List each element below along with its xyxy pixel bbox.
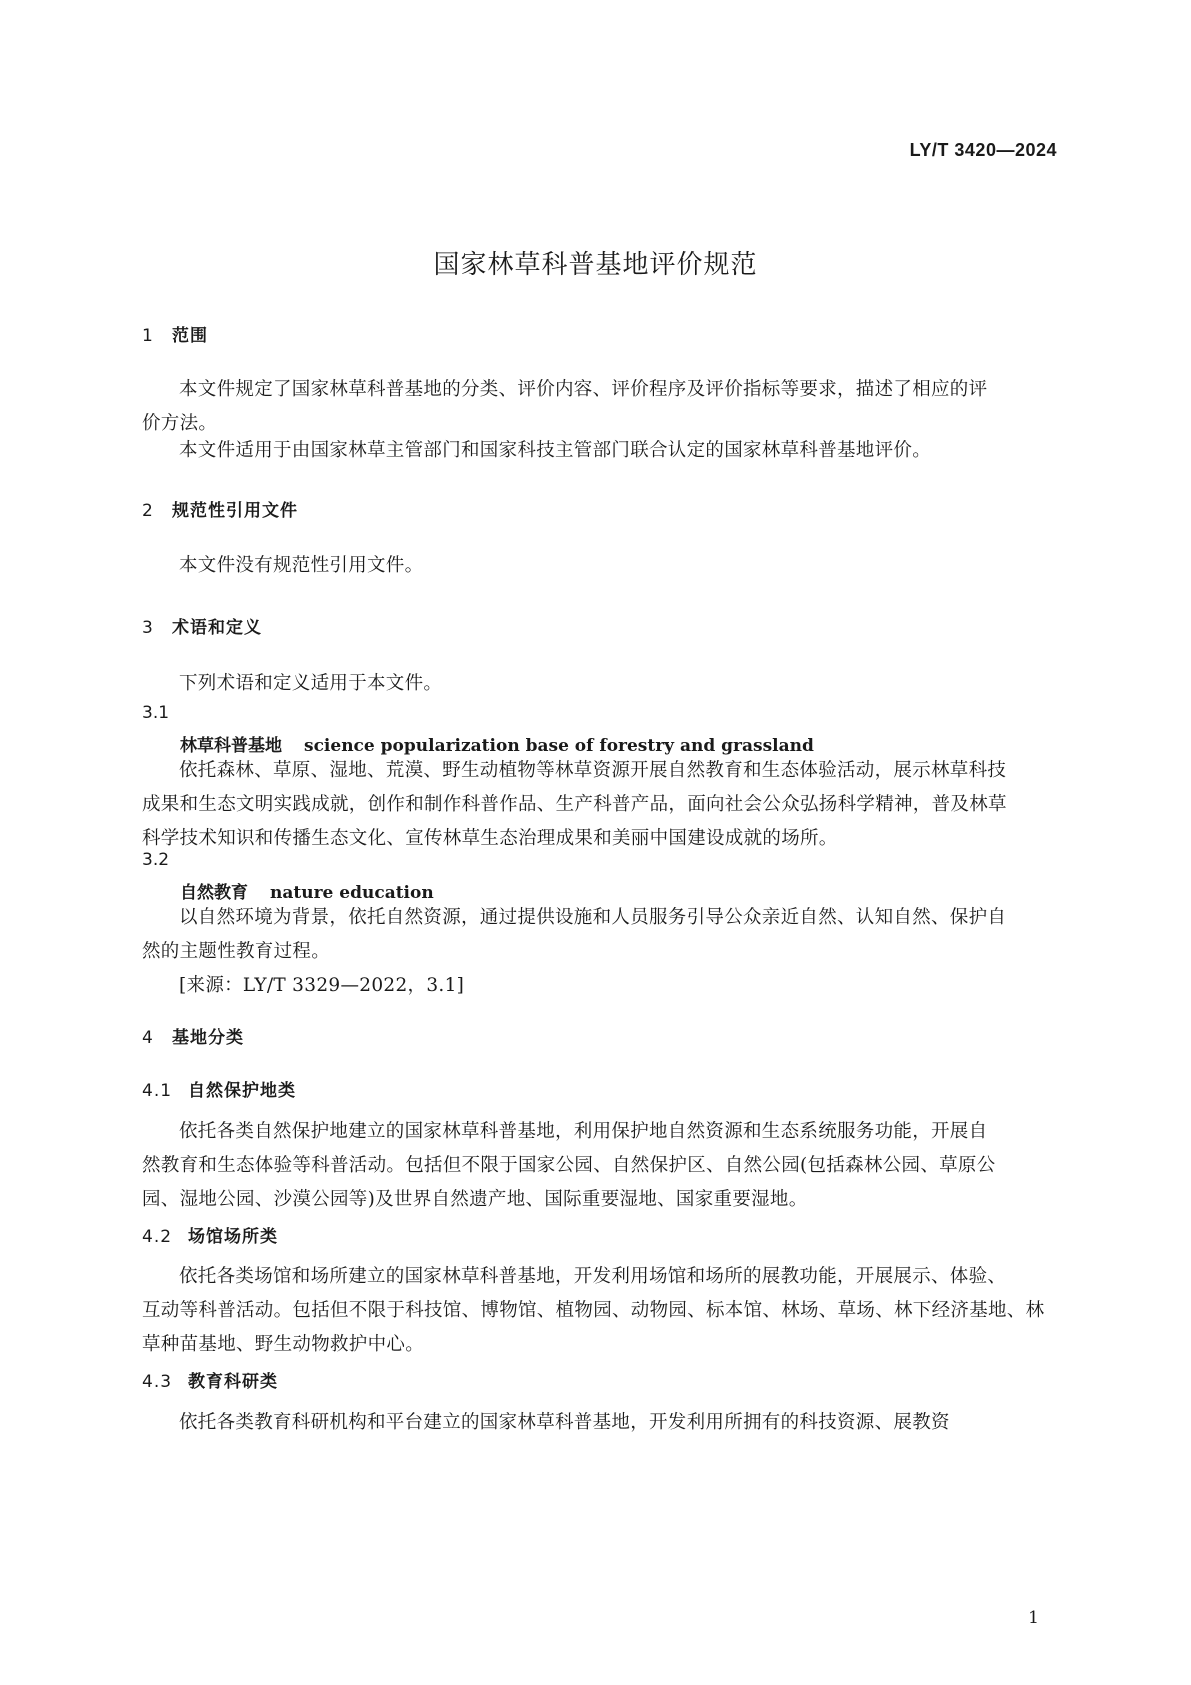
section-number: 4.1	[142, 1081, 173, 1101]
term-3-2-definition: 以自然环境为背景，依托自然资源，通过提供设施和人员服务引导公众亲近自然、认知自然、保护自 然的主题性教育过程。 [来源：LY/T 3329—2022，3.1]	[142, 901, 1052, 1003]
term-en: nature education	[270, 883, 434, 903]
page-number: 1	[1028, 1608, 1039, 1628]
section-title: 规范性引用文件	[172, 501, 298, 521]
section-number: 2	[142, 501, 154, 521]
term-3-1	[180, 731, 814, 756]
section-4-3-heading	[142, 1367, 278, 1392]
section-4-heading	[142, 1023, 244, 1048]
section-4-1-heading	[142, 1076, 296, 1101]
section-title: 场馆场所类	[188, 1227, 278, 1247]
section-1-heading	[142, 321, 208, 346]
term-en: science popularization base of forestry and grassland	[304, 736, 814, 756]
term-3-2-number: 3.2	[142, 850, 170, 870]
section-3-intro: 下列术语和定义适用于本文件。	[179, 673, 443, 694]
section-4-3-paragraph: 依托各类教育科研机构和平台建立的国家林草科普基地，开发利用所拥有的科技资源、展教资	[179, 1412, 950, 1433]
term-3-2	[180, 878, 434, 903]
standard-code: LY/T 3420—2024	[909, 140, 1057, 160]
section-title: 基地分类	[172, 1028, 244, 1048]
section-1-paragraph-2: 本文件适用于由国家林草主管部门和国家科技主管部门联合认定的国家林草科普基地评价。	[179, 440, 932, 461]
section-title: 术语和定义	[172, 618, 262, 638]
term-source: [来源：LY/T 3329—2022，3.1]	[179, 975, 465, 996]
section-title: 范围	[172, 326, 208, 346]
section-1-paragraph-1: 本文件规定了国家林草科普基地的分类、评价内容、评价程序及评价指标等要求，描述了相应的评 价方法。	[142, 379, 988, 434]
section-4-1-paragraph: 依托各类自然保护地建立的国家林草科普基地，利用保护地自然资源和生态系统服务功能，开展自 然教育和生态体验等科普活动。包括但不限于国家公园、自然保护区、自然公园(包括森林公园、草原公 园、湿地公园、沙漠公园等)及世界自然遗产地、国际重要湿地、国家重要湿地。	[142, 1121, 996, 1210]
section-number: 4.2	[142, 1227, 173, 1247]
section-number: 4.3	[142, 1372, 173, 1392]
section-2-paragraph: 本文件没有规范性引用文件。	[179, 555, 424, 576]
document-title: 国家林草科普基地评价规范	[433, 250, 758, 280]
section-4-2-heading	[142, 1222, 278, 1247]
term-3-1-number: 3.1	[142, 703, 170, 723]
section-title: 教育科研类	[188, 1372, 278, 1392]
section-number: 4	[142, 1028, 154, 1048]
term-zh: 林草科普基地	[180, 736, 282, 756]
section-2-heading	[142, 496, 298, 521]
section-title: 自然保护地类	[188, 1081, 296, 1101]
section-number: 3	[142, 618, 154, 638]
section-number: 1	[142, 326, 154, 346]
term-3-1-definition: 依托森林、草原、湿地、荒漠、野生动植物等林草资源开展自然教育和生态体验活动，展示林草科技 成果和生态文明实践成就，创作和制作科普作品、生产科普产品，面向社会公众弘扬科学精神，普及林草 科学技术知识和传播生态文化、宣传林草生态治理成果和美丽中国建设成就的场所。	[142, 760, 1007, 849]
term-zh: 自然教育	[180, 883, 248, 903]
section-4-2-paragraph: 依托各类场馆和场所建立的国家林草科普基地，开发利用场馆和场所的展教功能，开展展示、体验、 互动等科普活动。包括但不限于科技馆、博物馆、植物园、动物园、标本馆、林场、草场、林下经济基地、林 草种苗基地、野生动物救护中心。	[142, 1266, 1045, 1355]
section-3-heading	[142, 613, 262, 638]
